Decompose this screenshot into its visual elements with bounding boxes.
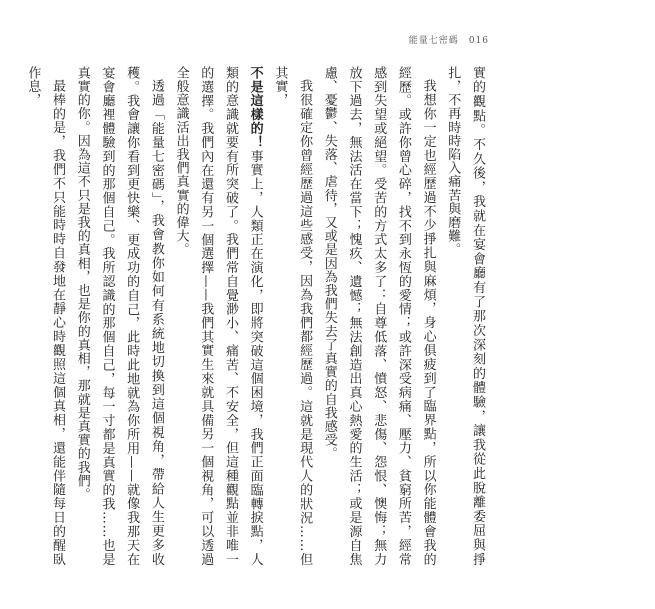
page-number: 016 <box>468 36 489 46</box>
paragraph-continuation: 事實上，人類正在演化，即將突破這個困境，我們正面臨轉捩點，人類的意識就要有所突破了。我們常自覺渺小、痛苦、不安全，但這種觀點並非唯一的選擇。我們內在還有另一個選擇——我們其實生來就具備另一個視角，可以透過全般意識活出我們真實的偉大。 <box>173 66 263 566</box>
paragraph: 透過「能量七密碼」，我會教你如何有系統地切換到這個視角，帶給人生更多收穫。我會讓你看到更快樂、更成功的自己，此時此地就為你所用——就像我那天在宴會廳裡體驗到的那個自己。我所認識的那個自己，每一寸都是真實的我……也是真實的你。因為這不只是我的真相，也是你的真相，那就是真實的我們。 <box>74 66 164 566</box>
paragraph <box>168 66 267 566</box>
emphasis-text: 不是這樣的！ <box>247 66 263 150</box>
paragraph: 最棒的是，我們不只能時時自發地在靜心時觀照這個真相，還能伴隨每日的醒臥作息， <box>25 66 66 566</box>
book-title: 能量七密碼 <box>408 36 459 46</box>
body-text <box>25 66 489 566</box>
paragraph: 實的觀點。不久後，我就在宴會廳有了那次深刻的體驗，讓我從此脫離委屈與掙扎，不再時時陷入痛苦與磨難。 <box>445 66 485 566</box>
paragraph: 我很確定你曾經歷過這些感受，因為我們都經歷過。這就是現代人的狀況……但其實， <box>272 66 313 566</box>
running-header <box>409 33 489 46</box>
paragraph: 我想你一定也經歷過不少掙扎與麻煩，身心俱疲到了臨界點，所以你能體會我的經歷。或許你曾心碎，找不到永恆的愛情；或許深受病痛、壓力、貧窮所苦，經常感到失望或絕望。受苦的方式太多了：自尊低落、憤怒、悲傷、怨恨、懊悔；無力放下過去，無法活在當下；愧疚、遺憾；無法創造出真心熱愛的生活；或是源自焦慮、憂鬱、失落、虐待，又或是因為我們失去了真實的自我感受。 <box>321 66 436 566</box>
